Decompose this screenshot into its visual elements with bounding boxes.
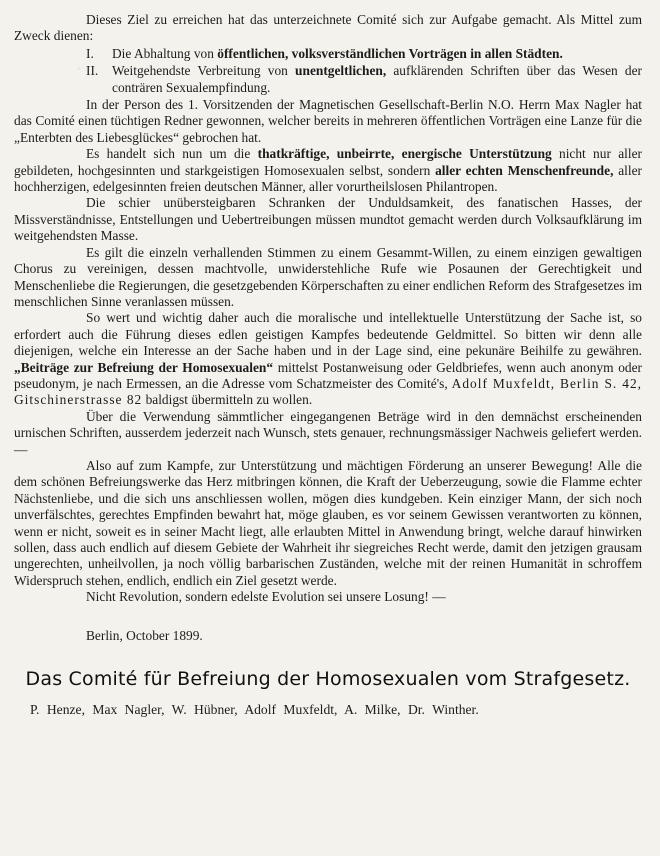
list-bold-text: öffentlichen, volksverständlichen Vorträgen in allen Städten. bbox=[217, 45, 563, 61]
support-text-a: Es handelt sich nun um die bbox=[86, 146, 258, 162]
list-text: Die Abhaltung von bbox=[112, 45, 218, 61]
contrib-text-e: baldigst übermitteln zu wollen. bbox=[142, 392, 313, 408]
contrib-text-c: mittelst Postanweisung oder Geldbriefes, wenn auch anonym oder pseudonym, je nach Ermessen, an die Adresse vom Schatzmeister des Comité's, bbox=[14, 359, 642, 391]
list-item-1 bbox=[86, 46, 642, 62]
committee-heading: Das Comité für Befreiung der Homosexualen vom Strafgesetz. bbox=[25, 667, 631, 690]
voices-paragraph: Es gilt die einzeln verhallenden Stimmen zu einem Gesammt-Willen, zu einem einzigen gewaltigen Chorus zu vereinigen, dessen machtvolle, unwiderstehliche Rufe wie Posaunen der Gerechtigkeit und Menschenliebe die Regierungen, die gesetzgebenden Körperschaften zu einer endlichen Reform des Strafgesetzes im menschlichen Sinne veranlassen müssen. bbox=[14, 244, 642, 309]
contrib-bold-b: „Beiträge zur Befreiung der Homosexualen“ bbox=[14, 359, 274, 375]
contribution-paragraph bbox=[14, 310, 642, 408]
list-item-2 bbox=[86, 63, 642, 96]
usage-paragraph: Über die Verwendung sämmtlicher eingegangenen Beträge wird in den demnächst erscheinenden urnischen Schriften, ausserdem jederzeit nach Wunsch, stets genauer, rechnungsmässiger Nachweis geliefert werden. — bbox=[14, 408, 642, 457]
contrib-text-a: So wert und wichtig daher auch die moralische und intellektuelle Unterstützung der Sache ist, so erfordert auch die Führung dieses edlen geistigen Kampfes bedeutende Geldmittel. So bitten wir denn alle diejenigen, welche ein Interesse an der Sache haben und in der Lage sind, eine pekunäre Beihilfe zu gewähren. bbox=[14, 310, 642, 359]
barriers-paragraph: Die schier unübersteigbaren Schranken der Unduldsamkeit, des fanatischen Hasses, der Missverständnisse, Entstellungen und Uebertreibungen müssen mundtot gemacht werden durch Volksaufklärung im weitgehendsten Masse. bbox=[14, 195, 642, 244]
signatories: P. Henze, Max Nagler, W. Hübner, Adolf Muxfeldt, A. Milke, Dr. Winther. bbox=[30, 701, 479, 717]
closing-line: Nicht Revolution, sondern edelste Evolution sei unsere Losung! — bbox=[86, 589, 446, 605]
treasurer-address: Adolf Muxfeldt, Berlin S. 42, Gitschinerstrasse 82 bbox=[14, 375, 642, 408]
person-paragraph: In der Person des 1. Vorsitzenden der Magnetischen Gesellschaft-Berlin N.O. Herrn Max Nagler hat das Comité einen tüchtigen Redner gewonnen, welcher bereits in mehreren öffentlichen Vorträgen eine Lanze für die „Enterbten des Liebesglückes“ gebrochen hat. bbox=[14, 97, 642, 145]
list-bold-text: unentgeltlichen, bbox=[295, 63, 387, 79]
intro-paragraph: Dieses Ziel zu erreichen hat das unterzeichnete Comité sich zur Aufgabe gemacht. Als Mittel zum Zweck dienen: bbox=[14, 12, 642, 44]
appeal-paragraph: Also auf zum Kampfe, zur Unterstützung und mächtigen Förderung an unserer Bewegung! Alle die dem schönen Befreiungswerke das Herz mitbringen können, die Kraft der Ueberzeugung, sowie die Flamme echter Nächstenliebe, und die sich uns anschliessen wollen, mögen dies kundgeben. Kein einziger Mann, der sich noch unverfälschtes, gerechtes Empfinden bewahrt hat, möge glauben, es vor seinem Gewissen verantworten zu können, wenn er nicht, soweit es in seiner Macht liegt, alle erlaubten Mittel in Anwendung bringt, welche darauf hinwirken sollen, dass auch endlich auf diesem Gebiete der Wahrheit ihr siegreiches Recht werde, damit den jetzigen grausam ungerechten, unheilvollen, ja noch völlig barbarischen Zuständen, welche mit der reinen Humanität in schroffem Widerspruch stehen, endlich, endlich ein Ziel gesetzt werde. bbox=[14, 457, 642, 588]
list-number: II. bbox=[86, 63, 99, 79]
support-text-e: aller hochherzigen, edelgesinnten freien deutschen Männer, aller vorurtheilslosen Philantropen. bbox=[14, 162, 643, 195]
body-text bbox=[14, 12, 642, 606]
support-text-c: nicht nur aller gebildeten, hochgesinnten und starkgeistigen Homosexualen selbst, sondern bbox=[14, 146, 642, 178]
support-bold-b: thatkräftige, unbeirrte, energische Unterstützung bbox=[257, 146, 552, 162]
list-text: Weitgehendste Verbreitung von bbox=[112, 63, 296, 79]
date-line: Berlin, October 1899. bbox=[86, 627, 203, 643]
support-paragraph bbox=[14, 146, 642, 195]
list-number: I. bbox=[86, 45, 94, 61]
support-bold-d: aller echten Menschenfreunde, bbox=[435, 162, 614, 178]
list-text-post: aufklärenden Schriften über das Wesen der conträren Sexualempfindung. bbox=[112, 63, 642, 95]
